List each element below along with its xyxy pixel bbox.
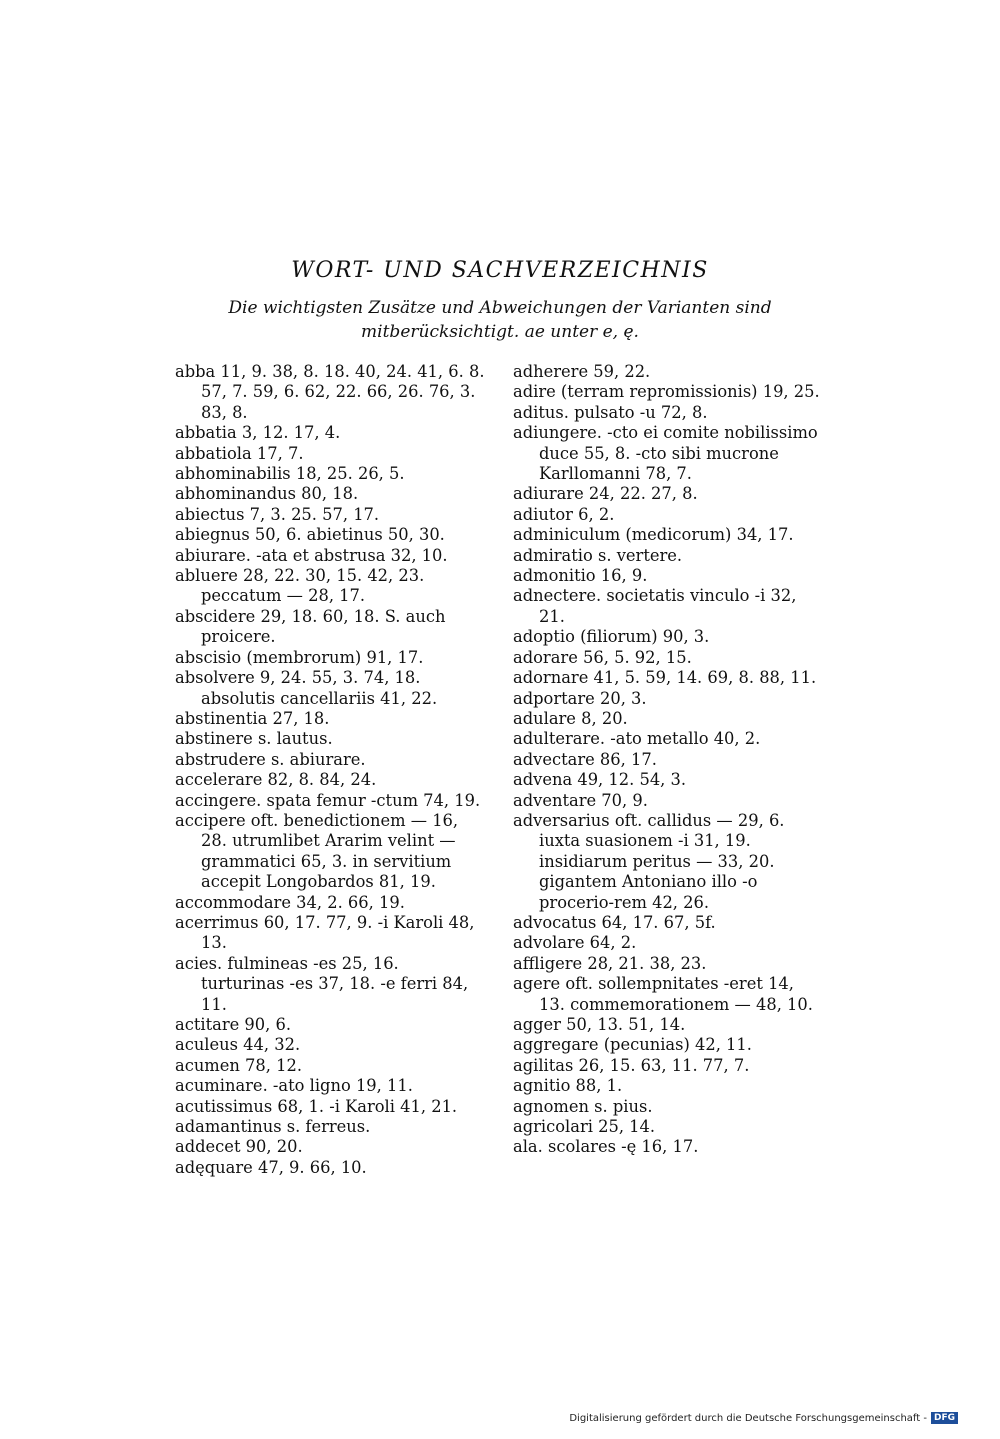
index-entry: adulterare. -ato metallo 40, 2. [513, 729, 761, 749]
index-entry: addecet 90, 20. [175, 1137, 303, 1157]
index-entry: abscisio (membrorum) 91, 17. [175, 647, 424, 667]
index-entry: adoptio (filiorum) 90, 3. [513, 627, 710, 647]
index-entry: adiutor 6, 2. [513, 504, 615, 524]
index-entry: adventare 70, 9. [513, 790, 648, 810]
index-entry: abstinentia 27, 18. [175, 708, 330, 728]
index-entry: adversarius oft. callidus — 29, 6. iuxta suasionem -i 31, 19. insidiarum peritus — 33, 20. gigantem Antoniano illo -o procerio-rem 42, 26. [513, 810, 785, 912]
index-entry: adęquare 47, 9. 66, 10. [175, 1157, 367, 1177]
index-entry: advectare 86, 17. [513, 749, 657, 769]
index-entry: adornare 41, 5. 59, 14. 69, 8. 88, 11. [513, 668, 817, 688]
index-entry: adiungere. -cto ei comite nobilissimo duce 55, 8. -cto sibi mucrone Karllomanni 78, 7. [513, 423, 818, 484]
index-entry: accelerare 82, 8. 84, 24. [175, 770, 377, 790]
index-entry: abstrudere s. abiurare. [175, 749, 366, 769]
index-entry: aculeus 44, 32. [175, 1035, 301, 1055]
index-column-left [175, 362, 485, 1178]
index-entry: ala. scolares -ę 16, 17. [513, 1137, 699, 1157]
index-entry: abba 11, 9. 38, 8. 18. 40, 24. 41, 6. 8. 57, 7. 59, 6. 62, 22. 66, 26. 76, 3. 83, 8. [175, 362, 485, 422]
index-entry: abiectus 7, 3. 25. 57, 17. [175, 504, 380, 524]
index-entry: aggregare (pecunias) 42, 11. [513, 1035, 752, 1055]
index-entry: agnomen s. pius. [513, 1096, 653, 1116]
index-entry: acumen 78, 12. [175, 1055, 303, 1075]
index-entry: acuminare. -ato ligno 19, 11. [175, 1076, 413, 1096]
index-entry: absolvere 9, 24. 55, 3. 74, 18. absolutis cancellariis 41, 22. [175, 668, 438, 708]
index-entry: abstinere s. lautus. [175, 729, 333, 749]
index-entry: abbatiola 17, 7. [175, 443, 304, 463]
index-entry: abhominandus 80, 18. [175, 484, 359, 504]
index-entry: aditus. pulsato -u 72, 8. [513, 402, 708, 422]
index-entry: admonitio 16, 9. [513, 566, 648, 586]
index-entry: abiegnus 50, 6. abietinus 50, 30. [175, 525, 445, 545]
index-entry: accingere. spata femur -ctum 74, 19. [175, 790, 481, 810]
index-entry: affligere 28, 21. 38, 23. [513, 953, 707, 973]
index-entry: accommodare 34, 2. 66, 19. [175, 892, 405, 912]
index-entry: adamantinus s. ferreus. [175, 1117, 371, 1137]
index-entry: adminiculum (medicorum) 34, 17. [513, 525, 794, 545]
index-entry: adherere 59, 22. [513, 362, 651, 381]
index-entry: advocatus 64, 17. 67, 5f. [513, 912, 716, 932]
footer-text: Digitalisierung gefördert durch die Deutsche Forschungsgemeinschaft - [569, 1412, 927, 1424]
index-entry: adiurare 24, 22. 27, 8. [513, 484, 698, 504]
index-entry: adportare 20, 3. [513, 688, 647, 708]
index-entry: abscidere 29, 18. 60, 18. S. auch proicere. [175, 606, 446, 647]
index-column-right [513, 362, 825, 1158]
dfg-logo-icon: DFG [931, 1412, 958, 1424]
index-entry: abluere 28, 22. 30, 15. 42, 23. peccatum — 28, 17. [175, 566, 425, 606]
index-entry: agilitas 26, 15. 63, 11. 77, 7. [513, 1055, 750, 1075]
index-entry: agnitio 88, 1. [513, 1076, 623, 1096]
index-entry: acerrimus 60, 17. 77, 9. -i Karoli 48, 13. [175, 912, 475, 953]
index-entry: abiurare. -ata et abstrusa 32, 10. [175, 545, 448, 565]
index-entry: abbatia 3, 12. 17, 4. [175, 423, 341, 443]
index-entry: acies. fulmineas -es 25, 16. turturinas -es 37, 18. -e ferri 84, 11. [175, 953, 469, 1014]
index-entry: agere oft. sollempnitates -eret 14, 13. commemorationem — 48, 10. [513, 974, 813, 1014]
index-entry: actitare 90, 6. [175, 1015, 292, 1034]
index-entry: adire (terram repromissionis) 19, 25. [513, 382, 820, 402]
index-entry: adorare 56, 5. 92, 15. [513, 647, 692, 667]
index-entry: accipere oft. benedictionem — 16, 28. utrumlibet Ararim velint — grammatici 65, 3. in servitium accepit Longobardos 81, 19. [175, 810, 459, 892]
index-entry: advena 49, 12. 54, 3. [513, 770, 687, 790]
index-entry: admiratio s. vertere. [513, 545, 683, 565]
page-title: WORT- UND SACHVERZEICHNIS [291, 258, 709, 283]
index-entry: acutissimus 68, 1. -i Karoli 41, 21. [175, 1096, 458, 1116]
footer [569, 1412, 958, 1424]
index-entry: agger 50, 13. 51, 14. [513, 1015, 686, 1034]
index-entry: advolare 64, 2. [513, 933, 637, 953]
index-entry: abhominabilis 18, 25. 26, 5. [175, 464, 405, 484]
index-entry: agricolari 25, 14. [513, 1117, 656, 1137]
page-subtitle: Die wichtigsten Zusätze und Abweichungen der Varianten sind mitberücksichtigt. ae unter e, ę. [228, 298, 772, 342]
index-entry: adnectere. societatis vinculo -i 32, 21. [513, 586, 797, 626]
index-entry: adulare 8, 20. [513, 708, 628, 728]
